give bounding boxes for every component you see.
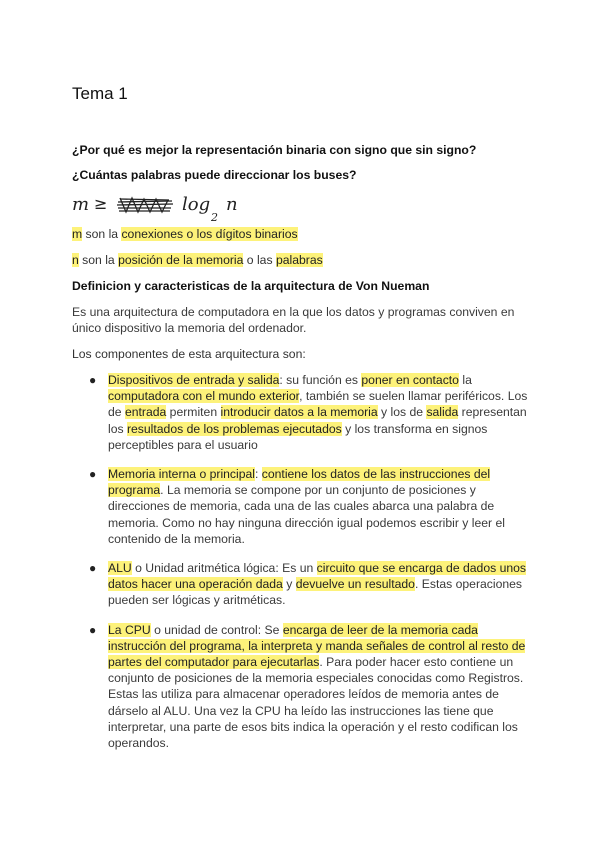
bullet-icon: ● <box>89 622 97 637</box>
bullet-icon: ● <box>89 467 97 482</box>
bullet-icon: ● <box>89 373 97 387</box>
page-title: Tema 1 <box>72 84 128 103</box>
formula-subscript: 2 <box>211 211 218 224</box>
n-var: n <box>72 253 79 267</box>
list-item: ● Memoria interna o principal: contiene los datos de las instrucciones del programa. La memoria se compone por un conjunto de posiciones y direcciones de memoria, cada una de las cuales abarca una palabra de memoria. Como no hay ninguna dirección igual podemos escribir y leer el contenido de la memoria. <box>89 467 505 546</box>
list-item: ● Dispositivos de entrada y salida: su función es poner en contacto la computadora con el mundo exterior, también se suelen llamar periféricos. Los de entrada permiten introducir datos a la memoria y los de salida representan los resultados de los problemas ejecutados y los transforma en signos perceptibles para el usuario <box>89 373 528 452</box>
question-2: ¿Cuántas palabras puede direccionar los buses? <box>72 168 357 182</box>
question-1: ¿Por qué es mejor la representación binaria con signo que sin signo? <box>72 143 477 157</box>
section-title: Definicion y caracteristicas de la arquitectura de Von Nueman <box>72 279 430 293</box>
formula-lhs: m <box>72 194 90 215</box>
list-item: ● La CPU o unidad de control: Se encarga de leer de la memoria cada instrucción del programa, la interpreta y manda señales de control al resto de partes del computador para ejecutarlas. Para poder hacer esto contiene un conjunto de posiciones de la memoria especiales conocidas como Registros. Estas las utiliza para almacenar operadores leídos de memoria antes de dárselo al ALU. Una vez la CPU ha leído las instrucciones las tiene que interpretar, una parte de esos bits indica la operación y el resto codifican los operandos. <box>89 622 526 751</box>
components-list <box>88 372 528 764</box>
scribble-icon <box>117 198 173 212</box>
components-intro: Los componentes de esta arquitectura son: <box>72 347 306 361</box>
n-highlight-1: posición de la memoria <box>118 253 244 267</box>
n-definition: n son la posición de la memoria o las palabras <box>72 253 323 267</box>
n-highlight-2: palabras <box>275 253 323 267</box>
list-item: ● ALU o Unidad aritmética lógica: Es un circuito que se encarga de dados unos datos hacer una operación dada y devuelve un resultado. Estas operaciones pueden ser lógicas y aritméticas. <box>89 561 527 608</box>
bullet-icon: ● <box>89 561 97 576</box>
formula-var: n <box>226 194 238 215</box>
m-definition: m son la conexiones o los dígitos binarios <box>72 227 298 241</box>
intro-paragraph: Es una arquitectura de computadora en la que los datos y programas conviven en único dispositivo la memoria del ordenador. <box>72 305 515 336</box>
formula-log: log <box>182 194 211 215</box>
handwritten-formula <box>70 190 260 224</box>
formula-operator: ≥ <box>94 194 108 213</box>
m-var: m <box>72 227 83 241</box>
m-highlight: conexiones o los dígitos binarios <box>121 227 298 241</box>
